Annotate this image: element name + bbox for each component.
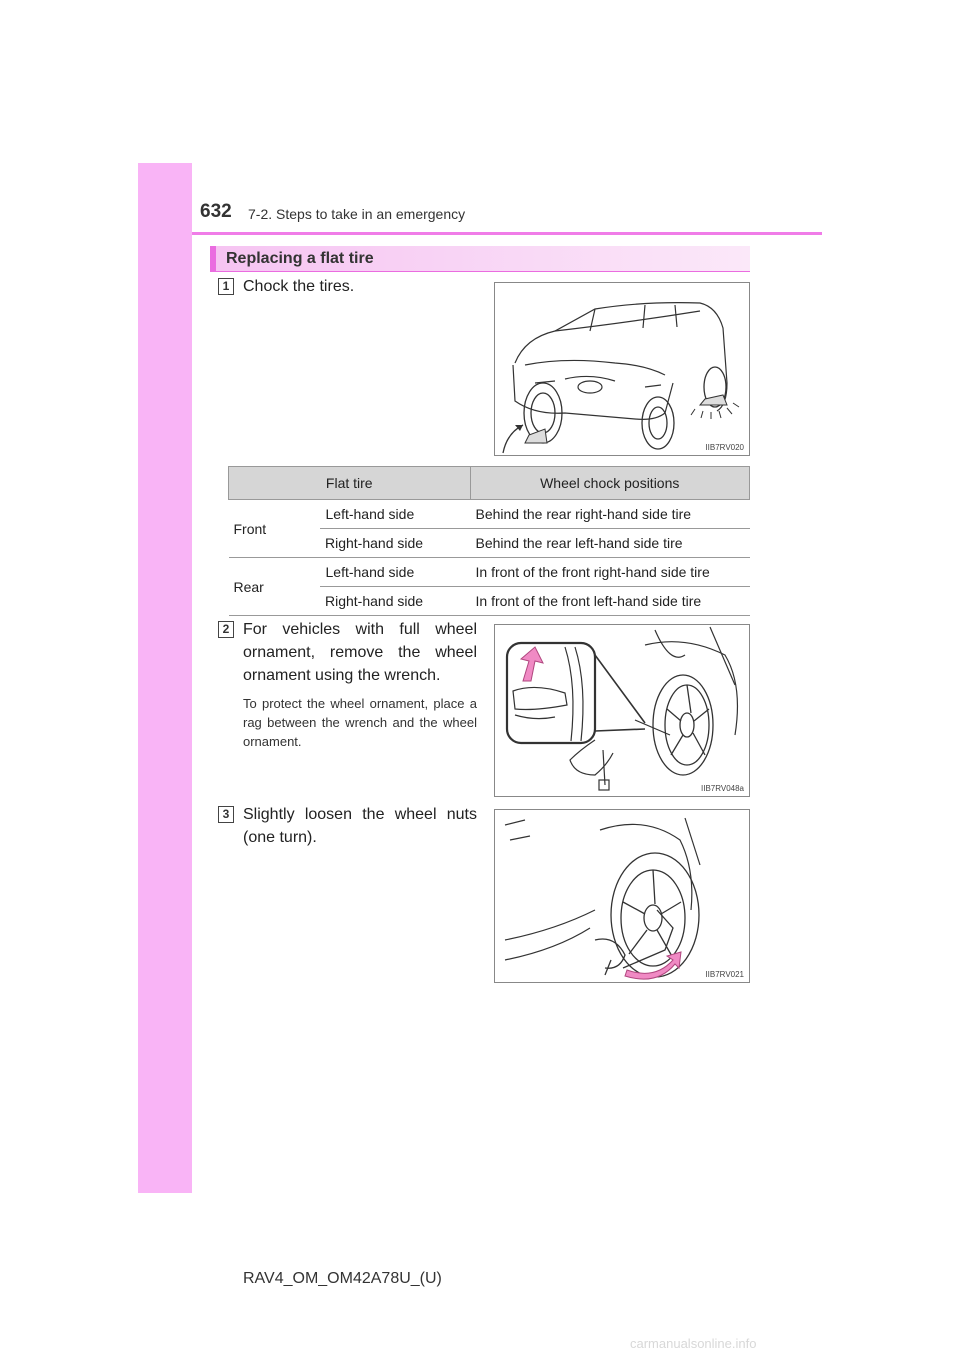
step-1-text: Chock the tires. (243, 278, 355, 295)
column-header-flat-tire: Flat tire (229, 467, 471, 500)
position-cell: Behind the rear right-hand side tire (470, 500, 750, 529)
wheel-ornament (653, 675, 713, 775)
side-cell: Left-hand side (320, 500, 470, 529)
rear-chock-icon (700, 395, 727, 405)
step-2-text: For vehicles with full wheel ornament, remove the wheel ornament using the wrench. (243, 621, 477, 684)
chapter-side-tab (138, 163, 192, 1193)
step-number-1: 1 (218, 278, 234, 295)
figure-chock-tires (494, 282, 750, 456)
step-3-text: Slightly loosen the wheel nuts (one turn). (243, 806, 477, 846)
step-number-2: 2 (218, 621, 234, 638)
document-code: RAV4_OM_OM42A78U_(U) (243, 1270, 442, 1287)
figure-code: IIB7RV048a (701, 784, 744, 793)
column-header-chock-positions: Wheel chock positions (470, 467, 750, 500)
side-cell: Right-hand side (320, 587, 470, 616)
position-cell: In front of the front right-hand side tire (470, 558, 750, 587)
figure-code: IIB7RV020 (705, 443, 744, 452)
position-cell: Behind the rear left-hand side tire (470, 529, 750, 558)
figure-remove-ornament (494, 624, 750, 797)
figure-code: IIB7RV021 (705, 970, 744, 979)
table-header-row (229, 467, 750, 500)
section-heading: Replacing a flat tire (210, 246, 750, 272)
side-cell: Right-hand side (320, 529, 470, 558)
table-row (229, 558, 750, 587)
step-number-3: 3 (218, 806, 234, 823)
chapter-title: 7-2. Steps to take in an emergency (248, 206, 466, 222)
suv-chocked-illustration (495, 283, 750, 456)
position-cell: In front of the front left-hand side tire (470, 587, 750, 616)
wheel-ornament-illustration (495, 625, 750, 797)
watermark: carmanualsonline.info (630, 1336, 757, 1351)
table-row (229, 500, 750, 529)
loosen-nuts-illustration (495, 810, 750, 983)
header-rule (192, 232, 822, 235)
wheel-chock-table (228, 466, 750, 616)
page-number: 632 (200, 201, 232, 222)
side-cell: Left-hand side (320, 558, 470, 587)
figure-loosen-nuts (494, 809, 750, 983)
step-2-note: To protect the wheel ornament, place a rag between the wrench and the wheel ornament. (243, 696, 477, 749)
group-rear: Rear (229, 558, 321, 616)
group-front: Front (229, 500, 321, 558)
